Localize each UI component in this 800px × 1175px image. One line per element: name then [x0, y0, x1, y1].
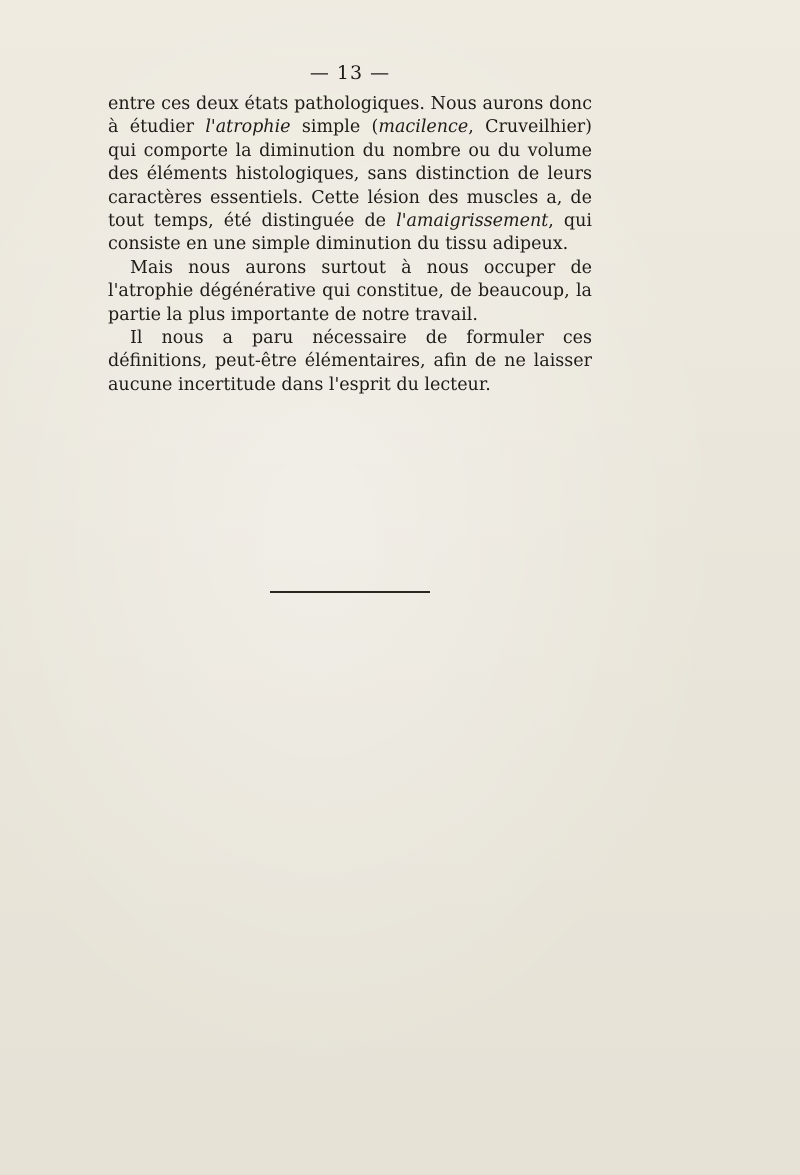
italic-term: l'atrophie: [205, 117, 291, 138]
page-number: — 13 —: [309, 62, 391, 84]
text-run: Mais nous aurons surtout à nous occuper de l'atrophie dégénérative qui constitue, de beaucoup, la partie la plus importante de notre travail.: [108, 257, 592, 325]
text-run: simple (: [290, 117, 379, 138]
paragraph-3: [108, 327, 592, 397]
italic-term: macilence: [378, 117, 469, 138]
italic-term: l'amaigrissement: [396, 211, 549, 232]
text-run: entre ces deux états pathologiques. Nous aurons donc à étudier: [108, 94, 592, 138]
section-divider-rule: [270, 591, 430, 593]
paragraph-2: [108, 257, 592, 327]
text-run: Il nous a paru nécessaire de formuler ces définitions, peut-être élémentaires, afin de ne laisser aucune incertitude dans l'esprit du lecteur.: [108, 328, 592, 395]
body-text: [108, 93, 592, 397]
text-run: , qui consiste en une simple diminution du tissu adipeux.: [108, 211, 592, 255]
paragraph-1: [108, 93, 592, 257]
text-run: , Cruveilhier) qui comporte la diminution du nombre ou du volume des éléments histologiques, sans distinction de leurs caractères essentiels. Cette lésion des muscles a, de tout temps, été distinguée de: [108, 117, 592, 232]
